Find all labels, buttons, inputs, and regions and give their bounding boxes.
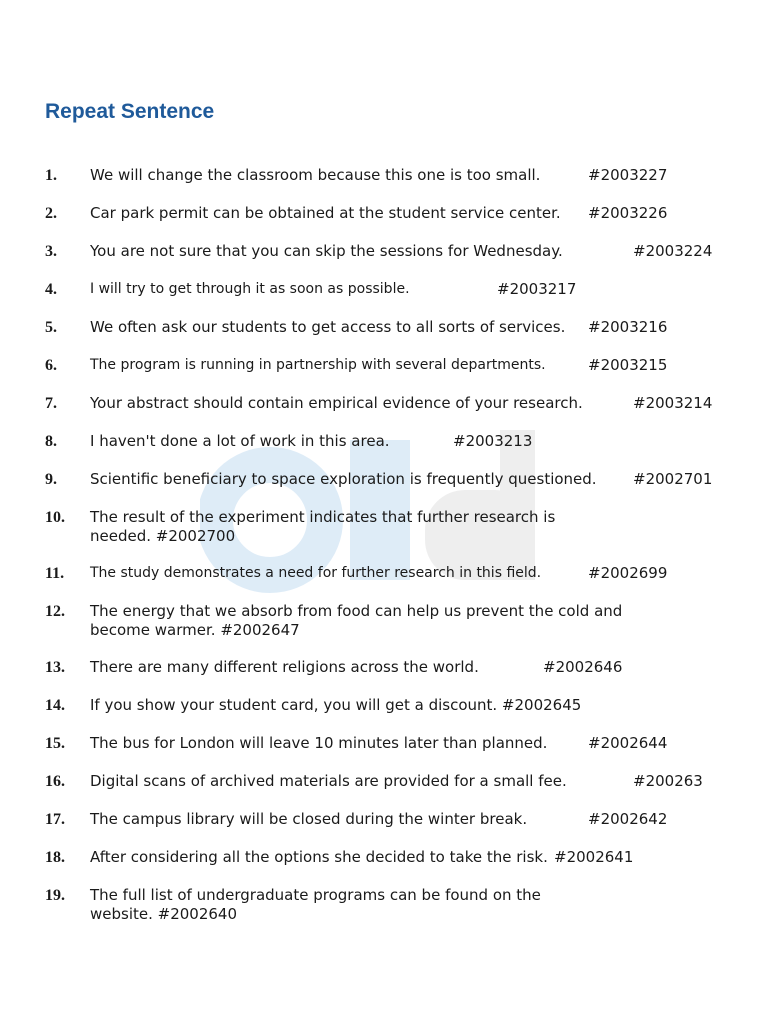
list-item: [45, 166, 735, 185]
list-item: [45, 602, 735, 640]
item-text: The study demonstrates a need for further research in this field.: [90, 565, 542, 581]
item-number: 9.: [45, 471, 57, 488]
item-number: 18.: [45, 849, 65, 866]
list-item: [45, 318, 735, 337]
item-number: 11.: [45, 565, 65, 582]
item-tag: #2003216: [588, 318, 668, 336]
item-text: If you show your student card, you will get a discount. #2002645: [90, 696, 582, 714]
item-tag: #2002641: [554, 848, 634, 866]
item-number: 5.: [45, 319, 57, 336]
list-item: [45, 204, 735, 223]
item-tag: #2002699: [588, 564, 668, 582]
item-number: 14.: [45, 697, 65, 714]
item-text: The energy that we absorb from food can help us prevent the cold and become warmer. #2002647: [90, 602, 623, 639]
list-item: [45, 280, 735, 299]
list-item: [45, 432, 735, 451]
item-text: Your abstract should contain empirical evidence of your research.: [90, 394, 583, 412]
item-number: 3.: [45, 243, 57, 260]
item-text: The full list of undergraduate programs can be found on the website. #2002640: [90, 886, 541, 923]
item-tag: #200263: [633, 772, 703, 790]
list-item: [45, 470, 735, 489]
item-number: 10.: [45, 509, 65, 526]
list-item: [45, 810, 735, 829]
item-text: The program is running in partnership with several departments.: [90, 357, 546, 373]
item-tag: #2002646: [543, 658, 623, 676]
item-text: Car park permit can be obtained at the student service center.: [90, 204, 561, 222]
list-item: [45, 734, 735, 753]
item-text: You are not sure that you can skip the sessions for Wednesday.: [90, 242, 563, 260]
list-item: [45, 658, 735, 677]
item-number: 16.: [45, 773, 65, 790]
list-item: [45, 508, 735, 546]
item-tag: #2003215: [588, 356, 668, 374]
item-number: 15.: [45, 735, 65, 752]
item-tag: #2003224: [633, 242, 713, 260]
item-text: After considering all the options she decided to take the risk.: [90, 848, 548, 866]
item-text: We will change the classroom because this one is too small.: [90, 166, 541, 184]
item-number: 8.: [45, 433, 57, 450]
item-number: 17.: [45, 811, 65, 828]
item-number: 4.: [45, 281, 57, 298]
list-item: [45, 886, 735, 924]
item-text: The campus library will be closed during the winter break.: [90, 810, 528, 828]
item-text: There are many different religions across the world.: [90, 658, 479, 676]
item-tag: #2002701: [633, 470, 713, 488]
item-text: I haven't done a lot of work in this area.: [90, 432, 390, 450]
page-title: Repeat Sentence: [45, 100, 215, 123]
item-tag: #2003214: [633, 394, 713, 412]
list-item: [45, 356, 735, 375]
item-text: We often ask our students to get access to all sorts of services.: [90, 318, 566, 336]
list-item: [45, 564, 735, 583]
item-text: Digital scans of archived materials are provided for a small fee.: [90, 772, 567, 790]
item-tag: #2003217: [497, 280, 577, 298]
item-number: 6.: [45, 357, 57, 374]
list-item: [45, 394, 735, 413]
item-tag: #2002642: [588, 810, 668, 828]
item-number: 13.: [45, 659, 65, 676]
item-tag: #2003226: [588, 204, 668, 222]
item-tag: #2002644: [588, 734, 668, 752]
list-item: [45, 696, 735, 715]
item-number: 1.: [45, 167, 57, 184]
item-text: The result of the experiment indicates that further research is needed. #2002700: [90, 508, 556, 545]
list-item: [45, 848, 735, 867]
item-number: 7.: [45, 395, 57, 412]
item-text: I will try to get through it as soon as possible.: [90, 281, 410, 297]
item-number: 2.: [45, 205, 57, 222]
item-text: Scientific beneficiary to space exploration is frequently questioned.: [90, 470, 597, 488]
sentence-list: [45, 166, 735, 942]
item-tag: #2003227: [588, 166, 668, 184]
item-text: The bus for London will leave 10 minutes later than planned.: [90, 734, 548, 752]
list-item: [45, 772, 735, 791]
item-number: 12.: [45, 603, 65, 620]
item-tag: #2003213: [453, 432, 533, 450]
list-item: [45, 242, 735, 261]
item-number: 19.: [45, 887, 65, 904]
